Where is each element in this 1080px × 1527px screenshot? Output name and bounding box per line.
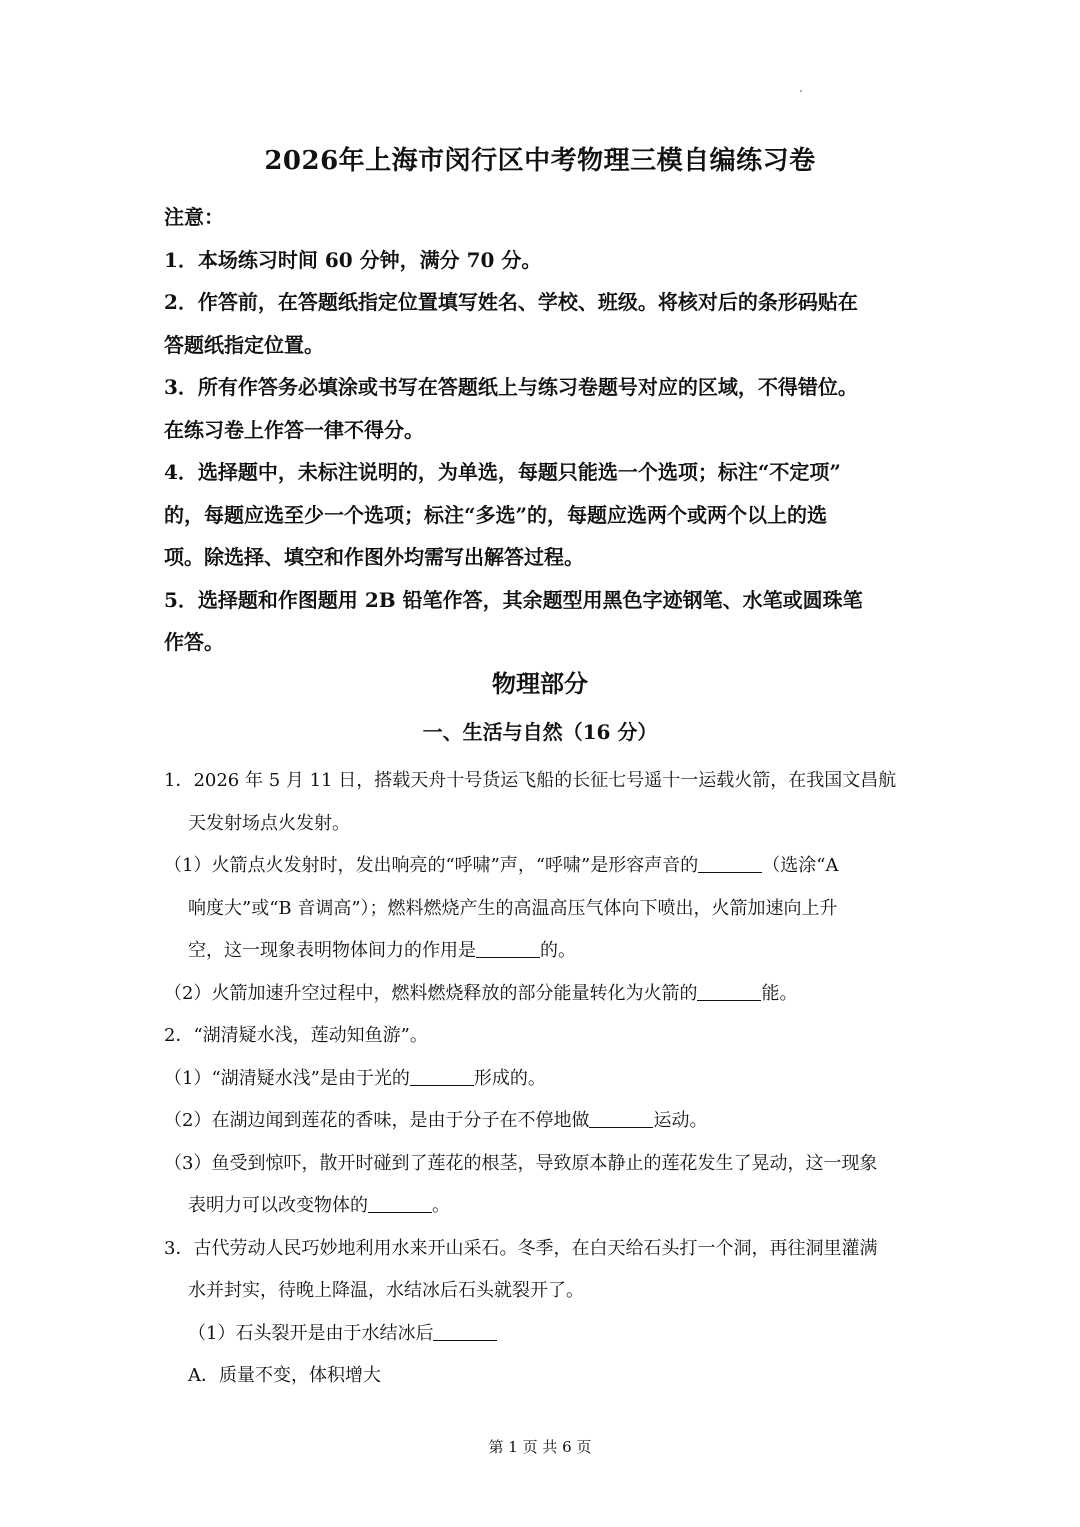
answer-blank (589, 1107, 653, 1128)
page-footer: 第 1 页 共 6 页 (488, 1438, 592, 1456)
question-text: （选涂“A (762, 855, 839, 876)
question-1-line: 1．2026 年 5 月 11 日，搭载天舟十号货运飞船的长征七号遥十一运载火箭，在我国文昌航 (164, 770, 897, 791)
question-1-1-line (164, 930, 924, 973)
question-text: 表明力可以改变物体的 (188, 1195, 368, 1216)
question-3-1 (164, 1313, 924, 1356)
question-3-line: 水并封实，待晚上降温，水结冰后石头就裂开了。 (188, 1280, 584, 1301)
notes-line: 3．所有作答务必填涂或书写在答题纸上与练习卷题号对应的区域，不得错位。 (164, 375, 858, 399)
question-text: 运动。 (653, 1110, 708, 1131)
question-text: 的。 (540, 940, 576, 961)
answer-blank (698, 852, 762, 873)
question-1-line: 天发射场点火发射。 (188, 812, 350, 834)
question-1-2 (164, 973, 924, 1016)
question-3-line: 3．古代劳动人民巧妙地利用水来开山采石。冬季，在白天给石头打一个洞，再往洞里灌满 (164, 1237, 878, 1259)
question-2-3: （3）鱼受到惊吓，散开时碰到了莲花的根茎，导致原本静止的莲花发生了晃动，这一现象 (164, 1152, 878, 1174)
subsection-title: 一、生活与自然（16 分） (422, 720, 658, 744)
question-text: 空，这一现象表明物体间力的作用是 (188, 940, 476, 961)
notes-line: 作答。 (164, 630, 224, 654)
question-text: （2）火箭加速升空过程中，燃料燃烧释放的部分能量转化为火箭的 (164, 982, 698, 1004)
question-text: （1）“湖清疑水浅”是由于光的 (164, 1067, 410, 1089)
question-text: 。 (432, 1195, 450, 1216)
notes-line: 1．本场练习时间 60 分钟，满分 70 分。 (164, 247, 542, 272)
question-2-2 (164, 1100, 924, 1143)
page-title: 2026年上海市闵行区中考物理三模自编练习卷 (264, 146, 816, 176)
answer-blank (476, 937, 540, 958)
answer-blank (697, 980, 761, 1001)
notes-line: 5．选择题和作图题用 2B 铅笔作答，其余题型用黑色字迹钢笔、水笔或圆珠笔 (164, 587, 863, 612)
question-text: 形成的。 (473, 1067, 546, 1089)
scan-speck (800, 90, 802, 92)
question-2-1 (164, 1058, 924, 1101)
notes-line: 在练习卷上作答一律不得分。 (164, 417, 424, 442)
notes-line: 答题纸指定位置。 (164, 332, 324, 357)
option-a: A．质量不变，体积增大 (188, 1365, 381, 1386)
question-2-3-line (164, 1185, 924, 1228)
questions-block (164, 760, 924, 1398)
part-title: 物理部分 (492, 669, 588, 698)
question-2-line: 2．“湖清疑水浅，莲动知鱼游”。 (164, 1025, 428, 1046)
question-text: （2）在湖边闻到莲花的香味，是由于分子在不停地做 (164, 1110, 590, 1131)
notes-block (164, 196, 924, 664)
answer-blank (410, 1065, 474, 1086)
notes-line: 的，每题应选至少一个选项；标注“多选”的，每题应选两个或两个以上的选 (164, 502, 828, 527)
answer-blank (433, 1320, 497, 1341)
notes-heading: 注意： (164, 205, 224, 229)
question-text: 能。 (761, 982, 798, 1004)
answer-blank (368, 1192, 432, 1213)
question-1-1 (164, 845, 924, 888)
question-1-1-line: 响度大”或“B 音调高”）；燃料燃烧产生的高温高压气体向下喷出，火箭加速向上升 (188, 897, 838, 919)
notes-line: 项。除选择、填空和作图外均需写出解答过程。 (164, 545, 584, 569)
question-text: （1）石头裂开是由于水结冰后 (188, 1322, 434, 1344)
question-text: （1）火箭点火发射时，发出响亮的“呼啸”声，“呼啸”是形容声音的 (164, 855, 699, 876)
notes-line: 4．选择题中，未标注说明的，为单选，每题只能选一个选项；标注“不定项” (164, 460, 841, 484)
notes-line: 2．作答前，在答题纸指定位置填写姓名、学校、班级。将核对后的条形码贴在 (164, 290, 858, 314)
